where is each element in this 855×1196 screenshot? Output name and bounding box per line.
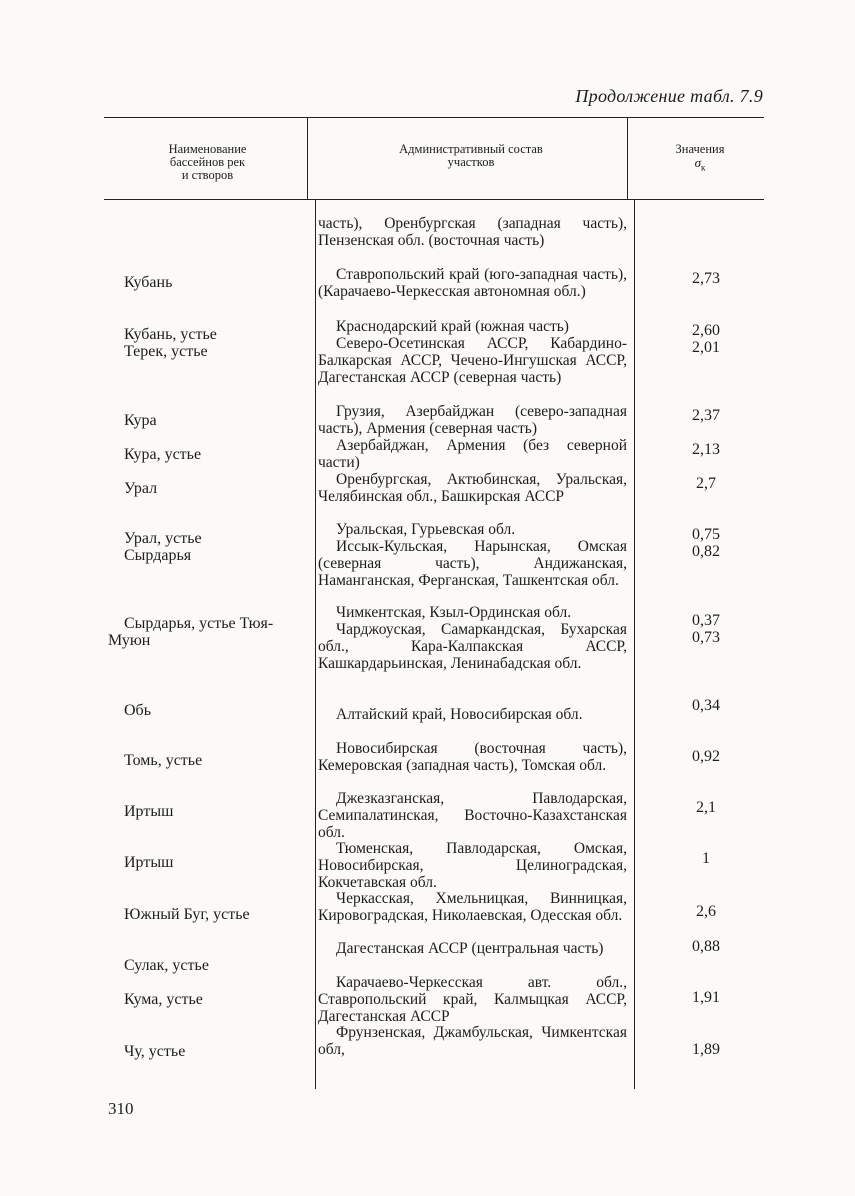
table-cell-admin: Грузия, Азербайджан (северо-западная часть), Армения (северная часть)	[318, 403, 627, 437]
table-cell-value: 1,91	[692, 989, 720, 1006]
table-cell-name-continued: Муюн	[108, 632, 151, 649]
table-cell-admin: Черкасская, Хмельницкая, Винницкая, Кировоградская, Николаевская, Одесская обл.	[318, 890, 627, 924]
table-cell-name: Кубань	[124, 274, 173, 291]
table-cell-admin: Иссык-Кульская, Нарынская, Омская (северная часть), Андижанская, Наманганская, Ферганская, Ташкентская обл.	[318, 538, 627, 589]
table-cell-name: Южный Буг, устье	[124, 906, 250, 923]
column-divider	[634, 199, 635, 1089]
table-cell-admin: Фрунзенская, Джамбульская, Чимкентская обл,	[318, 1024, 627, 1058]
table-cell-value: 2,73	[692, 270, 720, 287]
table-cell-admin: Ставропольский край (юго-западная часть), (Карачаево-Черкесская автономная обл.)	[318, 266, 627, 300]
table-cell-value: 2,1	[696, 799, 716, 816]
table-cell-value: 0,88	[692, 938, 720, 955]
table-header-rule	[104, 199, 764, 200]
table-cell-value: 0,73	[692, 629, 720, 646]
table-cell-name: Терек, устье	[124, 343, 208, 360]
table-cell-name: Чу, устье	[124, 1043, 186, 1060]
table-cell-admin: Азербайджан, Армения (без северной части)	[318, 437, 627, 471]
table-cell-admin: Уральская, Гурьевская обл.	[336, 521, 516, 538]
column-divider	[315, 199, 316, 1089]
table-cell-value: 0,92	[692, 748, 720, 765]
table-cell-admin: Алтайский край, Новосибирская обл.	[336, 706, 583, 723]
table-cell-name: Кура, устье	[124, 446, 202, 463]
table-cell-value: 0,34	[692, 697, 720, 714]
table-cell-value: 2,13	[692, 441, 720, 458]
header-admin-composition: Административный состав участков	[399, 142, 543, 169]
table-cell-admin: Краснодарский край (южная часть)	[336, 318, 569, 335]
table-cell-name: Иртыш	[124, 854, 174, 871]
table-cell-name: Урал, устье	[124, 530, 202, 547]
table-cell-name: Сулак, устье	[124, 957, 209, 974]
table-cell-value: 2,60	[692, 322, 720, 339]
table-top-rule	[104, 117, 764, 118]
table-cell-admin: Чимкентская, Кзыл-Ординская обл.	[336, 604, 572, 621]
column-divider	[627, 117, 628, 199]
table-cell-admin: Чарджоуская, Самаркандская, Бухарская обл., Кара-Калпакская АССР, Кашкардарьинская, Ленинабадская обл.	[318, 621, 627, 672]
table-cell-name: Кубань, устье	[124, 326, 217, 343]
table-cell-name: Кума, устье	[124, 991, 203, 1008]
header-value: Значения $\sigma_к$	[675, 142, 725, 173]
table-cell-value: 2,01	[692, 339, 720, 356]
table-cell-value: 2,37	[692, 407, 720, 424]
table-cell-admin: Карачаево-Черкесская авт. обл., Ставропольский край, Калмыцкая АССР, Дагестанская АССР	[318, 974, 627, 1025]
table-caption: Продолжение табл. 7.9	[575, 86, 763, 106]
column-divider	[307, 117, 308, 199]
table-cell-name: Сырдарья, устье Тюя-	[124, 615, 274, 632]
table-cell-name: Иртыш	[124, 803, 174, 820]
table-cell-admin: Дагестанская АССР (центральная часть)	[336, 940, 604, 957]
table-cell-name: Томь, устье	[124, 752, 203, 769]
table-cell-name: Обь	[124, 702, 151, 719]
table-cell-admin: Джезказганская, Павлодарская, Семипалатинская, Восточно-Казахстанская обл.	[318, 790, 627, 841]
table-cell-admin: Северо-Осетинская АССР, Кабардино-Балкарская АССР, Чечено-Ингушская АССР, Дагестанская АССР (северная часть)	[318, 335, 627, 386]
table-cell-name: Сырдарья	[124, 547, 192, 564]
table-cell-value: 2,7	[696, 475, 716, 492]
table-cell-value: 0,75	[692, 526, 720, 543]
table-cell-admin: Новосибирская (восточная часть), Кемеровская (западная часть), Томская обл.	[318, 740, 627, 774]
table-cell-value: 2,6	[696, 903, 716, 920]
table-cell-admin: часть), Оренбургская (западная часть), Пензенская обл. (восточная часть)	[318, 215, 627, 249]
table-cell-value: 1,89	[692, 1041, 720, 1058]
header-basin-name: Наименование бассейнов рек и створов	[168, 142, 247, 182]
table-cell-value: 0,82	[692, 543, 720, 560]
table-cell-name: Кура	[124, 412, 157, 429]
table-cell-admin: Тюменская, Павлодарская, Омская, Новосибирская, Целиноградская, Кокчетавская обл.	[318, 840, 627, 891]
table-cell-admin: Оренбургская, Актюбинская, Уральская, Челябинская обл., Башкирская АССР	[318, 471, 627, 505]
table-cell-name: Урал	[124, 480, 158, 497]
page-number: 310	[108, 1099, 134, 1118]
table-cell-value: 0,37	[692, 612, 720, 629]
table-cell-value: 1	[702, 850, 710, 867]
